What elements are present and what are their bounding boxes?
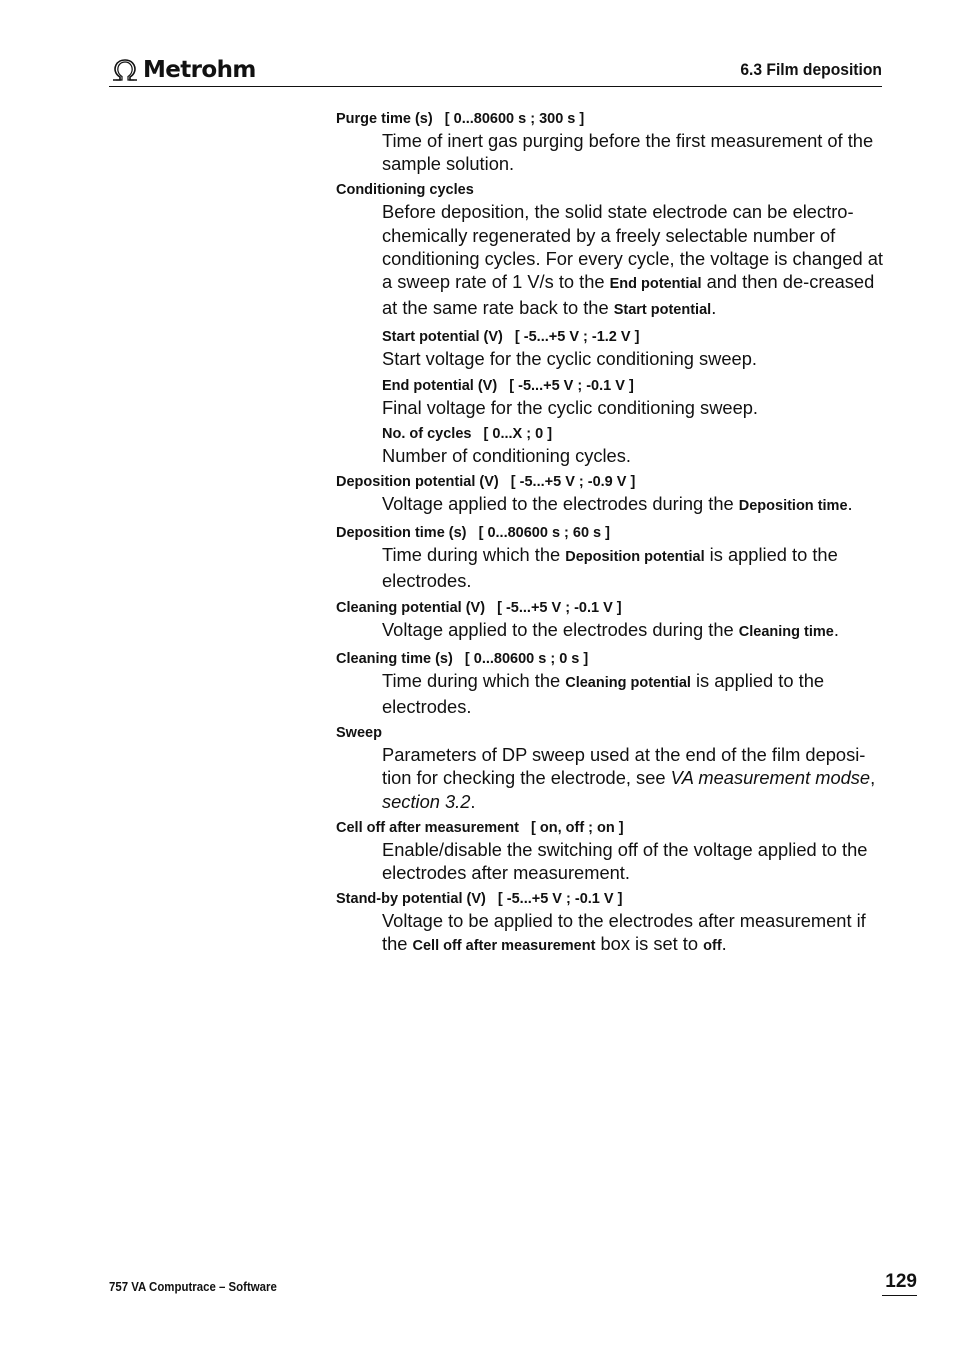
ui-term: Deposition time bbox=[738, 498, 848, 515]
header-divider bbox=[109, 86, 882, 87]
parameter-entry bbox=[336, 473, 884, 518]
text-run: Time during which the bbox=[382, 544, 566, 566]
text-run: Time of inert gas purging before the first measurement of the sample solution. bbox=[382, 130, 874, 175]
text-run: and then de-creased at the same rate back to the bbox=[382, 271, 875, 319]
text-run: . bbox=[470, 790, 476, 812]
parameter-description bbox=[382, 743, 884, 813]
parameter-description bbox=[382, 396, 884, 419]
parameter-name: No. of cycles [ 0...X ; 0 ] bbox=[382, 425, 553, 442]
parameter-description bbox=[382, 618, 884, 644]
parameter-entry bbox=[336, 110, 884, 175]
ui-term: Cell off after measurement bbox=[412, 938, 596, 955]
ui-term: Deposition potential bbox=[565, 549, 705, 566]
parameter-description bbox=[382, 492, 884, 518]
reference-text: VA measurement modse bbox=[670, 767, 871, 789]
footer-product: 757 VA Computrace – Software bbox=[109, 1279, 277, 1294]
text-run: is applied to the electrodes. bbox=[382, 669, 825, 718]
parameter-name: Purge time (s) [ 0...80600 s ; 300 s ] bbox=[336, 111, 585, 127]
parameter-entry bbox=[336, 650, 884, 718]
parameter-name: Sweep bbox=[336, 725, 382, 742]
parameter-entry bbox=[336, 890, 884, 958]
sub-parameter-entry bbox=[382, 377, 884, 419]
parameter-entry bbox=[336, 724, 884, 813]
parameter-name: Cell off after measurement [ on, off ; on ] bbox=[336, 819, 624, 836]
text-run: Before deposition, the solid state electrode can be electro-chemically regenerated by a freely selectable number of conditioning cycles. For every cycle, the voltage is changed at a sweep rate of 1 V/s to the bbox=[382, 201, 883, 293]
text-run: , bbox=[870, 767, 876, 789]
ui-term: Cleaning time bbox=[738, 623, 834, 640]
text-run: Voltage applied to the electrodes during the bbox=[382, 618, 739, 640]
brand-logo bbox=[110, 55, 256, 85]
reference-text: section 3.2 bbox=[382, 790, 471, 812]
parameter-name: Cleaning time (s) [ 0...80600 s ; 0 s ] bbox=[336, 650, 589, 667]
parameter-description bbox=[382, 347, 884, 370]
parameter-description bbox=[382, 444, 884, 467]
parameter-entry bbox=[336, 819, 884, 884]
parameter-description bbox=[382, 669, 884, 718]
text-run: is applied to the electrodes. bbox=[382, 544, 838, 592]
parameter-entry bbox=[336, 524, 884, 592]
text-run: Voltage applied to the electrodes during the bbox=[382, 493, 739, 515]
parameter-name: End potential (V) [ -5...+5 V ; -0.1 V ] bbox=[382, 377, 634, 394]
parameter-description bbox=[382, 838, 884, 884]
parameter-name: Cleaning potential (V) [ -5...+5 V ; -0.1 V ] bbox=[336, 599, 622, 616]
text-run: box is set to bbox=[595, 933, 704, 955]
parameter-name: Stand-by potential (V) [ -5...+5 V ; -0.1 V ] bbox=[336, 891, 623, 908]
brand-name: Metrohm bbox=[143, 57, 256, 83]
page-number: 129 bbox=[882, 1271, 917, 1296]
text-run: . bbox=[721, 933, 727, 955]
text-run: . bbox=[847, 493, 853, 515]
sub-parameter-entry bbox=[382, 328, 884, 370]
ui-term: off bbox=[703, 938, 722, 955]
text-run: . bbox=[833, 618, 839, 640]
parameter-name: Conditioning cycles bbox=[336, 182, 474, 199]
ui-term: End potential bbox=[609, 276, 702, 293]
text-run: Start voltage for the cyclic conditioning sweep. bbox=[382, 348, 757, 370]
section-title: 6.3 Film deposition bbox=[740, 60, 882, 79]
ui-term: Start potential bbox=[613, 302, 712, 319]
text-run: Number of conditioning cycles. bbox=[382, 444, 631, 466]
text-run: Final voltage for the cyclic conditioning sweep. bbox=[382, 396, 758, 418]
parameter-entry bbox=[336, 599, 884, 644]
parameter-description bbox=[382, 129, 884, 175]
text-run: Parameters of DP sweep used at the end of the film deposi-tion for checking the electrode, see bbox=[382, 744, 866, 789]
parameter-description bbox=[382, 543, 884, 592]
text-run: Voltage to be applied to the electrodes after measurement if the bbox=[382, 910, 866, 955]
omega-logo-icon bbox=[110, 57, 140, 83]
text-run: Time during which the bbox=[382, 669, 566, 691]
parameter-entry bbox=[336, 181, 884, 467]
parameter-name: Deposition potential (V) [ -5...+5 V ; -0.9 V ] bbox=[336, 474, 636, 491]
sub-parameter-entry bbox=[382, 425, 884, 467]
parameter-description bbox=[382, 200, 884, 322]
parameter-name: Deposition time (s) [ 0...80600 s ; 60 s ] bbox=[336, 525, 610, 542]
ui-term: Cleaning potential bbox=[565, 674, 691, 691]
parameter-description bbox=[382, 909, 884, 958]
text-run: Enable/disable the switching off of the voltage applied to the electrodes after measurement. bbox=[382, 838, 868, 884]
text-run: . bbox=[711, 297, 717, 319]
parameter-name: Start potential (V) [ -5...+5 V ; -1.2 V ] bbox=[382, 329, 640, 346]
parameter-list bbox=[336, 106, 884, 959]
